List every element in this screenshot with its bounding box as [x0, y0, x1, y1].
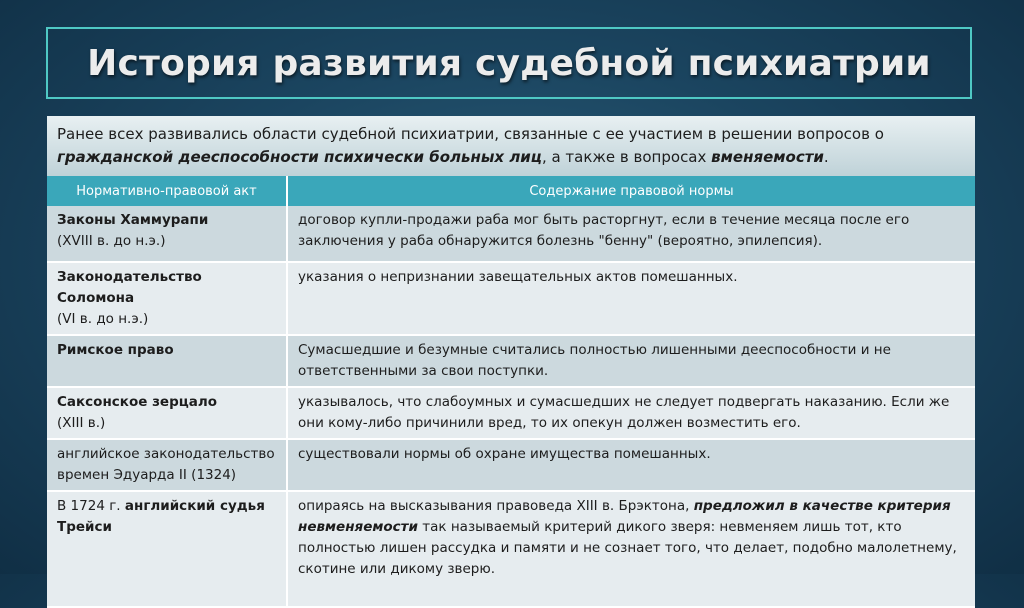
header-content: Содержание правовой нормы: [287, 176, 975, 206]
act-name: Римское право: [57, 342, 174, 358]
act-cell: [47, 491, 287, 607]
table-row: [47, 439, 975, 491]
intro-emphasis-sanity: вменяемости: [711, 148, 824, 166]
intro-text-3: .: [823, 148, 829, 166]
act-period: (VI в. до н.э.): [57, 311, 149, 327]
content-panel: [47, 116, 975, 577]
content-cell: [287, 387, 975, 439]
content-text-rest: так называемый критерий дикого зверя: невменяем лишь тот, кто полностью лишен рассудка и памяти и не сознает того, что делает, подобно малолетнему, скотине или дикому зверю.: [298, 519, 957, 577]
act-prefix: английское законодательство времен Эдуарда II (1324): [57, 446, 275, 483]
table-row: [47, 491, 975, 607]
intro-emphasis-capacity: гражданской дееспособности психически больных лиц: [57, 148, 542, 166]
act-name: Законодательство Соломона: [57, 269, 202, 306]
content-cell: [287, 335, 975, 387]
content-cell: [287, 439, 975, 491]
act-cell: [47, 335, 287, 387]
content-emphasis: предложил в качестве критерия невменяемости: [298, 498, 951, 535]
act-cell: [47, 262, 287, 335]
content-cell: [287, 206, 975, 262]
table-row: [47, 262, 975, 335]
act-cell: [47, 387, 287, 439]
legal-acts-table: [47, 176, 975, 608]
content-text: Сумасшедшие и безумные считались полностью лишенными дееспособности и не ответственными за свои поступки.: [298, 342, 891, 379]
act-name: Законы Хаммурапи: [57, 212, 209, 228]
content-text: существовали нормы об охране имущества помешанных.: [298, 446, 711, 462]
table-row: [47, 387, 975, 439]
content-cell: [287, 491, 975, 607]
content-cell: [287, 262, 975, 335]
act-period: (XIII в.): [57, 415, 106, 431]
act-cell: [47, 439, 287, 491]
intro-text-2: , а также в вопросах: [541, 148, 712, 166]
act-name: английский судья Трейси: [57, 498, 265, 535]
content-text: опираясь на высказывания правоведа XIII в. Брэктона,: [298, 498, 694, 514]
act-prefix: В 1724 г.: [57, 498, 125, 514]
table-row: [47, 206, 975, 262]
content-text: указывалось, что слабоумных и сумасшедших не следует подвергать наказанию. Если же они кому-либо причинили вред, то их опекун должен возместить его.: [298, 394, 950, 431]
content-text: договор купли-продажи раба мог быть расторгнут, если в течение месяца после его заключения у раба обнаружится болезнь "бенну" (вероятно, эпилепсия).: [298, 212, 910, 249]
header-act: Нормативно-правовой акт: [47, 176, 287, 206]
table-header-row: [47, 176, 975, 206]
content-text: указания о непризнании завещательных актов помешанных.: [298, 269, 738, 285]
intro-paragraph: [47, 116, 975, 176]
act-cell: [47, 206, 287, 262]
page-title: История развития судебной психиатрии: [87, 42, 931, 84]
act-period: (XVIII в. до н.э.): [57, 233, 166, 249]
act-name: Саксонское зерцало: [57, 394, 218, 410]
table-row: [47, 335, 975, 387]
intro-text-1: Ранее всех развивались области судебной психиатрии, связанные с ее участием в решении вопросов о: [57, 125, 884, 143]
title-frame: [46, 27, 972, 99]
